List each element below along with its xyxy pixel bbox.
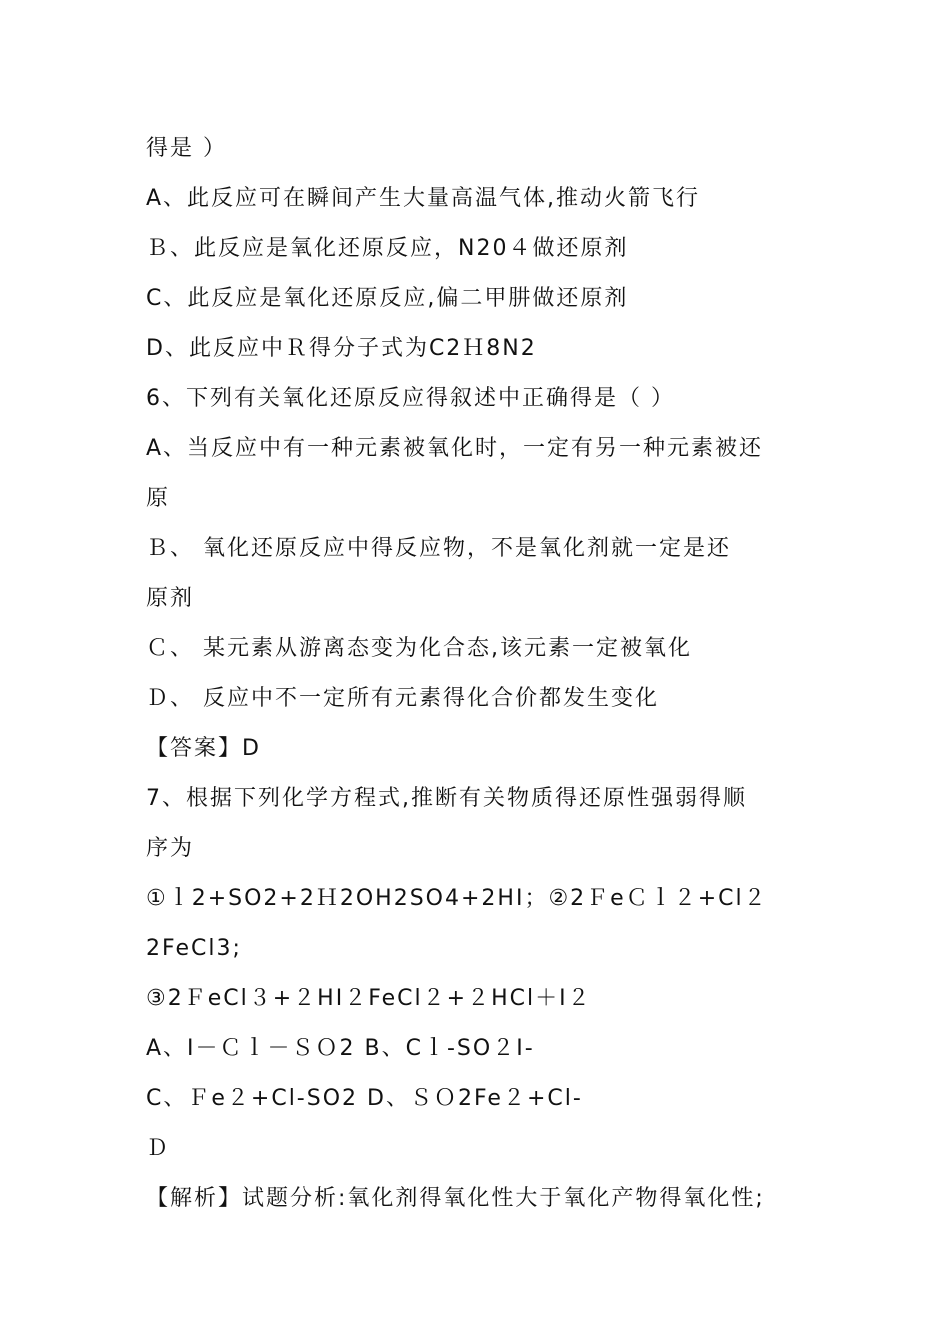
analysis-line: 【解析】试题分析:氧化剂得氧化性大于氧化产物得氧化性; bbox=[146, 1186, 765, 1211]
text-line: 原剂 bbox=[146, 586, 195, 611]
equation-line: ③2ＦeCl３+２HI２FeCl２+２HCl＋I２ bbox=[146, 986, 592, 1011]
question-7: 7、根据下列化学方程式,推断有关物质得还原性强弱得顺 bbox=[146, 786, 747, 811]
question-6: 6、下列有关氧化还原反应得叙述中正确得是（ ） bbox=[146, 386, 675, 411]
option-d-line: D、此反应中Ｒ得分子式为C2Ｈ8N2 bbox=[146, 336, 537, 361]
text-line: 序为 bbox=[146, 836, 195, 861]
option-b-line: Ｂ、此反应是氧化还原反应，N20４做还原剂 bbox=[146, 236, 629, 261]
option-a-line: A、此反应可在瞬间产生大量高温气体,推动火箭飞行 bbox=[146, 186, 701, 211]
option-line: C、Ｆe２+Cl-SO2 D、ＳＯ2Fe２+Cl- bbox=[146, 1086, 583, 1111]
option-c-line: C、此反应是氧化还原反应,偏二甲肼做还原剂 bbox=[146, 286, 629, 311]
answer-line: 【答案】D bbox=[146, 736, 261, 761]
option-a-line: A、当反应中有一种元素被氧化时，一定有另一种元素被还 bbox=[146, 436, 764, 461]
answer-line: Ｄ bbox=[146, 1136, 171, 1161]
option-line: A、I－Ｃｌ－ＳＯ2 B、Cｌ-SO２I- bbox=[146, 1036, 535, 1061]
equation-line: ①ｌ2+SO2+2Ｈ2OH2SO4+2HI；②2ＦeＣｌ２+Cl２ bbox=[146, 886, 768, 911]
option-d-line: Ｄ、 反应中不一定所有元素得化合价都发生变化 bbox=[146, 686, 659, 711]
equation-line: 2FeCl3; bbox=[146, 936, 242, 961]
option-c-line: Ｃ、 某元素从游离态变为化合态,该元素一定被氧化 bbox=[146, 636, 692, 661]
text-line: 得是 ） bbox=[146, 136, 227, 161]
text-line: 原 bbox=[146, 486, 171, 511]
option-b-line: Ｂ、 氧化还原反应中得反应物，不是氧化剂就一定是还 bbox=[146, 536, 731, 561]
